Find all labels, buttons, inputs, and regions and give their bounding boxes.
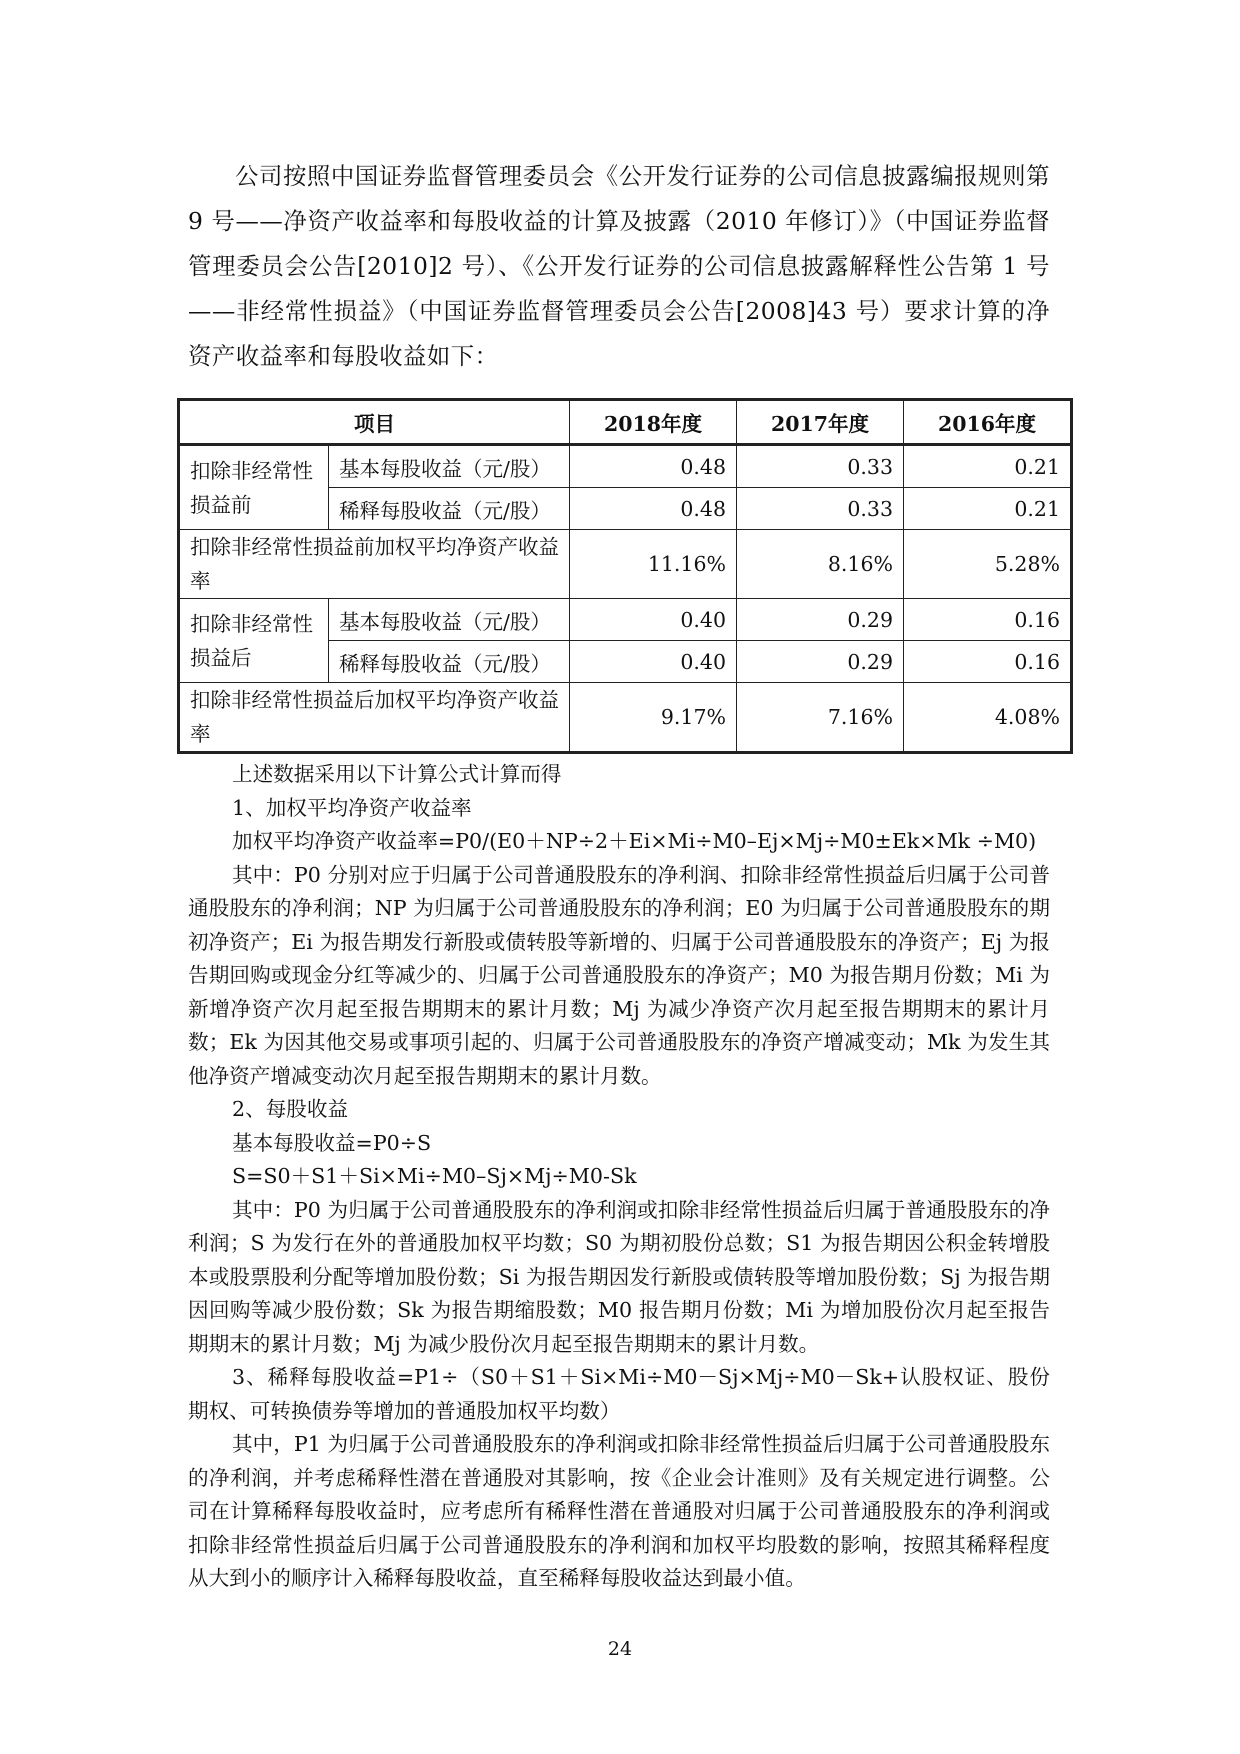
group-label-after: 扣除非经常性损益后 <box>179 599 329 683</box>
cell: 0.48 <box>570 488 737 530</box>
cell: 0.16 <box>904 641 1072 683</box>
row-label: 基本每股收益（元/股） <box>329 599 570 641</box>
header-2018: 2018年度 <box>570 400 737 445</box>
row-label: 基本每股收益（元/股） <box>329 445 570 488</box>
cell: 0.21 <box>904 445 1072 488</box>
cell: 8.16% <box>737 530 904 599</box>
page-number: 24 <box>607 1638 633 1660</box>
cell: 0.40 <box>570 641 737 683</box>
cell: 0.48 <box>570 445 737 488</box>
cell: 9.17% <box>570 683 737 753</box>
row-label: 稀释每股收益（元/股） <box>329 641 570 683</box>
cell: 0.33 <box>737 488 904 530</box>
table-row <box>179 599 1072 641</box>
formula-share-count: S=S0＋S1＋Si×Mi÷M0–Sj×Mj÷M0-Sk <box>232 1164 637 1188</box>
table-row <box>179 683 1072 753</box>
diluted-eps-definitions: 其中，P1 为归属于公司普通股股东的净利润或扣除非经常性损益后归属于公司普通股股东的净利润，并考虑稀释性潜在普通股对其影响，按《企业会计准则》及有关规定进行调整。公司在计算稀释每股收益时，应考虑所有稀释性潜在普通股对归属于公司普通股股东的净利润或扣除非经常性损益后归属于公司普通股股东的净利润和加权平均股数的影响，按照其稀释程度从大到小的顺序计入稀释每股收益，直至稀释每股收益达到最小值。 <box>188 1432 1050 1590</box>
roe-definitions: 其中：P0 分别对应于归属于公司普通股股东的净利润、扣除非经常性损益后归属于公司普通股股东的净利润；NP 为归属于公司普通股股东的净利润；E0 为归属于公司普通股股东的期初净资产；Ei 为报告期发行新股或债转股等新增的、归属于公司普通股股东的净资产；Ej 为报告期回购或现金分红等减少的、归属于公司普通股股东的净资产；M0 为报告期月份数；Mi 为新增净资产次月起至报告期期末的累计月数；Mj 为减少净资产次月起至报告期期末的累计月数；Ek 为因其他交易或事项引起的、归属于公司普通股股东的净资产增减变动；Mk 为发生其他净资产增减变动次月起至报告期期末的累计月数。 <box>188 862 1050 1088</box>
cell: 7.16% <box>737 683 904 753</box>
formula-roe: 加权平均净资产收益率=P0/(E0＋NP÷2＋Ei×Mi÷M0–Ej×Mj÷M0±Ek×Mk ÷M0) <box>232 829 1037 853</box>
cell: 0.21 <box>904 488 1072 530</box>
cell: 4.08% <box>904 683 1072 753</box>
row-label: 扣除非经常性损益前加权平均净资产收益率 <box>179 530 570 599</box>
row-label: 稀释每股收益（元/股） <box>329 488 570 530</box>
formula-basic-eps: 基本每股收益=P0÷S <box>232 1130 432 1155</box>
cell: 0.29 <box>737 599 904 641</box>
cell: 0.29 <box>737 641 904 683</box>
header-2016: 2016年度 <box>904 400 1072 445</box>
intro-paragraph: 公司按照中国证券监督管理委员会《公开发行证券的公司信息披露编报规则第 9 号——净资产收益率和每股收益的计算及披露（2010 年修订）》（中国证券监督管理委员会公告[2010]2 号）、《公开发行证券的公司信息披露解释性公告第 1 号——非经常性损益》（中国证券监督管理委员会公告[2008]43 号）要求计算的净资产收益率和每股收益如下： <box>188 162 1050 370</box>
table-header-row <box>179 400 1072 445</box>
formula-intro: 上述数据采用以下计算公式计算而得 <box>232 762 562 786</box>
table-row <box>179 530 1072 599</box>
formula-diluted-eps: 3、稀释每股收益=P1÷（S0＋S1＋Si×Mi÷M0－Sj×Mj÷M0－Sk+认股权证、股份期权、可转换债券等增加的普通股加权平均数） <box>188 1365 1050 1423</box>
header-2017: 2017年度 <box>737 400 904 445</box>
eps-roe-table <box>177 398 1073 754</box>
eps-definitions: 其中：P0 为归属于公司普通股股东的净利润或扣除非经常性损益后归属于普通股股东的净利润；S 为发行在外的普通股加权平均数；S0 为期初股份总数；S1 为报告期因公积金转增股本或股票股利分配等增加股份数；Si 为报告期因发行新股或债转股等增加股份数；Sj 为报告期因回购等减少股份数；Sk 为报告期缩股数；M0 报告期月份数；Mi 为增加股份次月起至报告期期末的累计月数；Mj 为减少股份次月起至报告期期末的累计月数。 <box>188 1197 1050 1356</box>
formula-section <box>188 758 1050 1596</box>
header-item: 项目 <box>179 400 570 445</box>
table-row <box>179 445 1072 488</box>
section-heading-roe: 1、加权平均净资产收益率 <box>232 795 472 820</box>
group-label-before: 扣除非经常性损益前 <box>179 445 329 530</box>
section-heading-eps: 2、每股收益 <box>232 1097 349 1121</box>
row-label: 扣除非经常性损益后加权平均净资产收益率 <box>179 683 570 753</box>
cell: 0.16 <box>904 599 1072 641</box>
cell: 0.40 <box>570 599 737 641</box>
cell: 0.33 <box>737 445 904 488</box>
cell: 5.28% <box>904 530 1072 599</box>
cell: 11.16% <box>570 530 737 599</box>
